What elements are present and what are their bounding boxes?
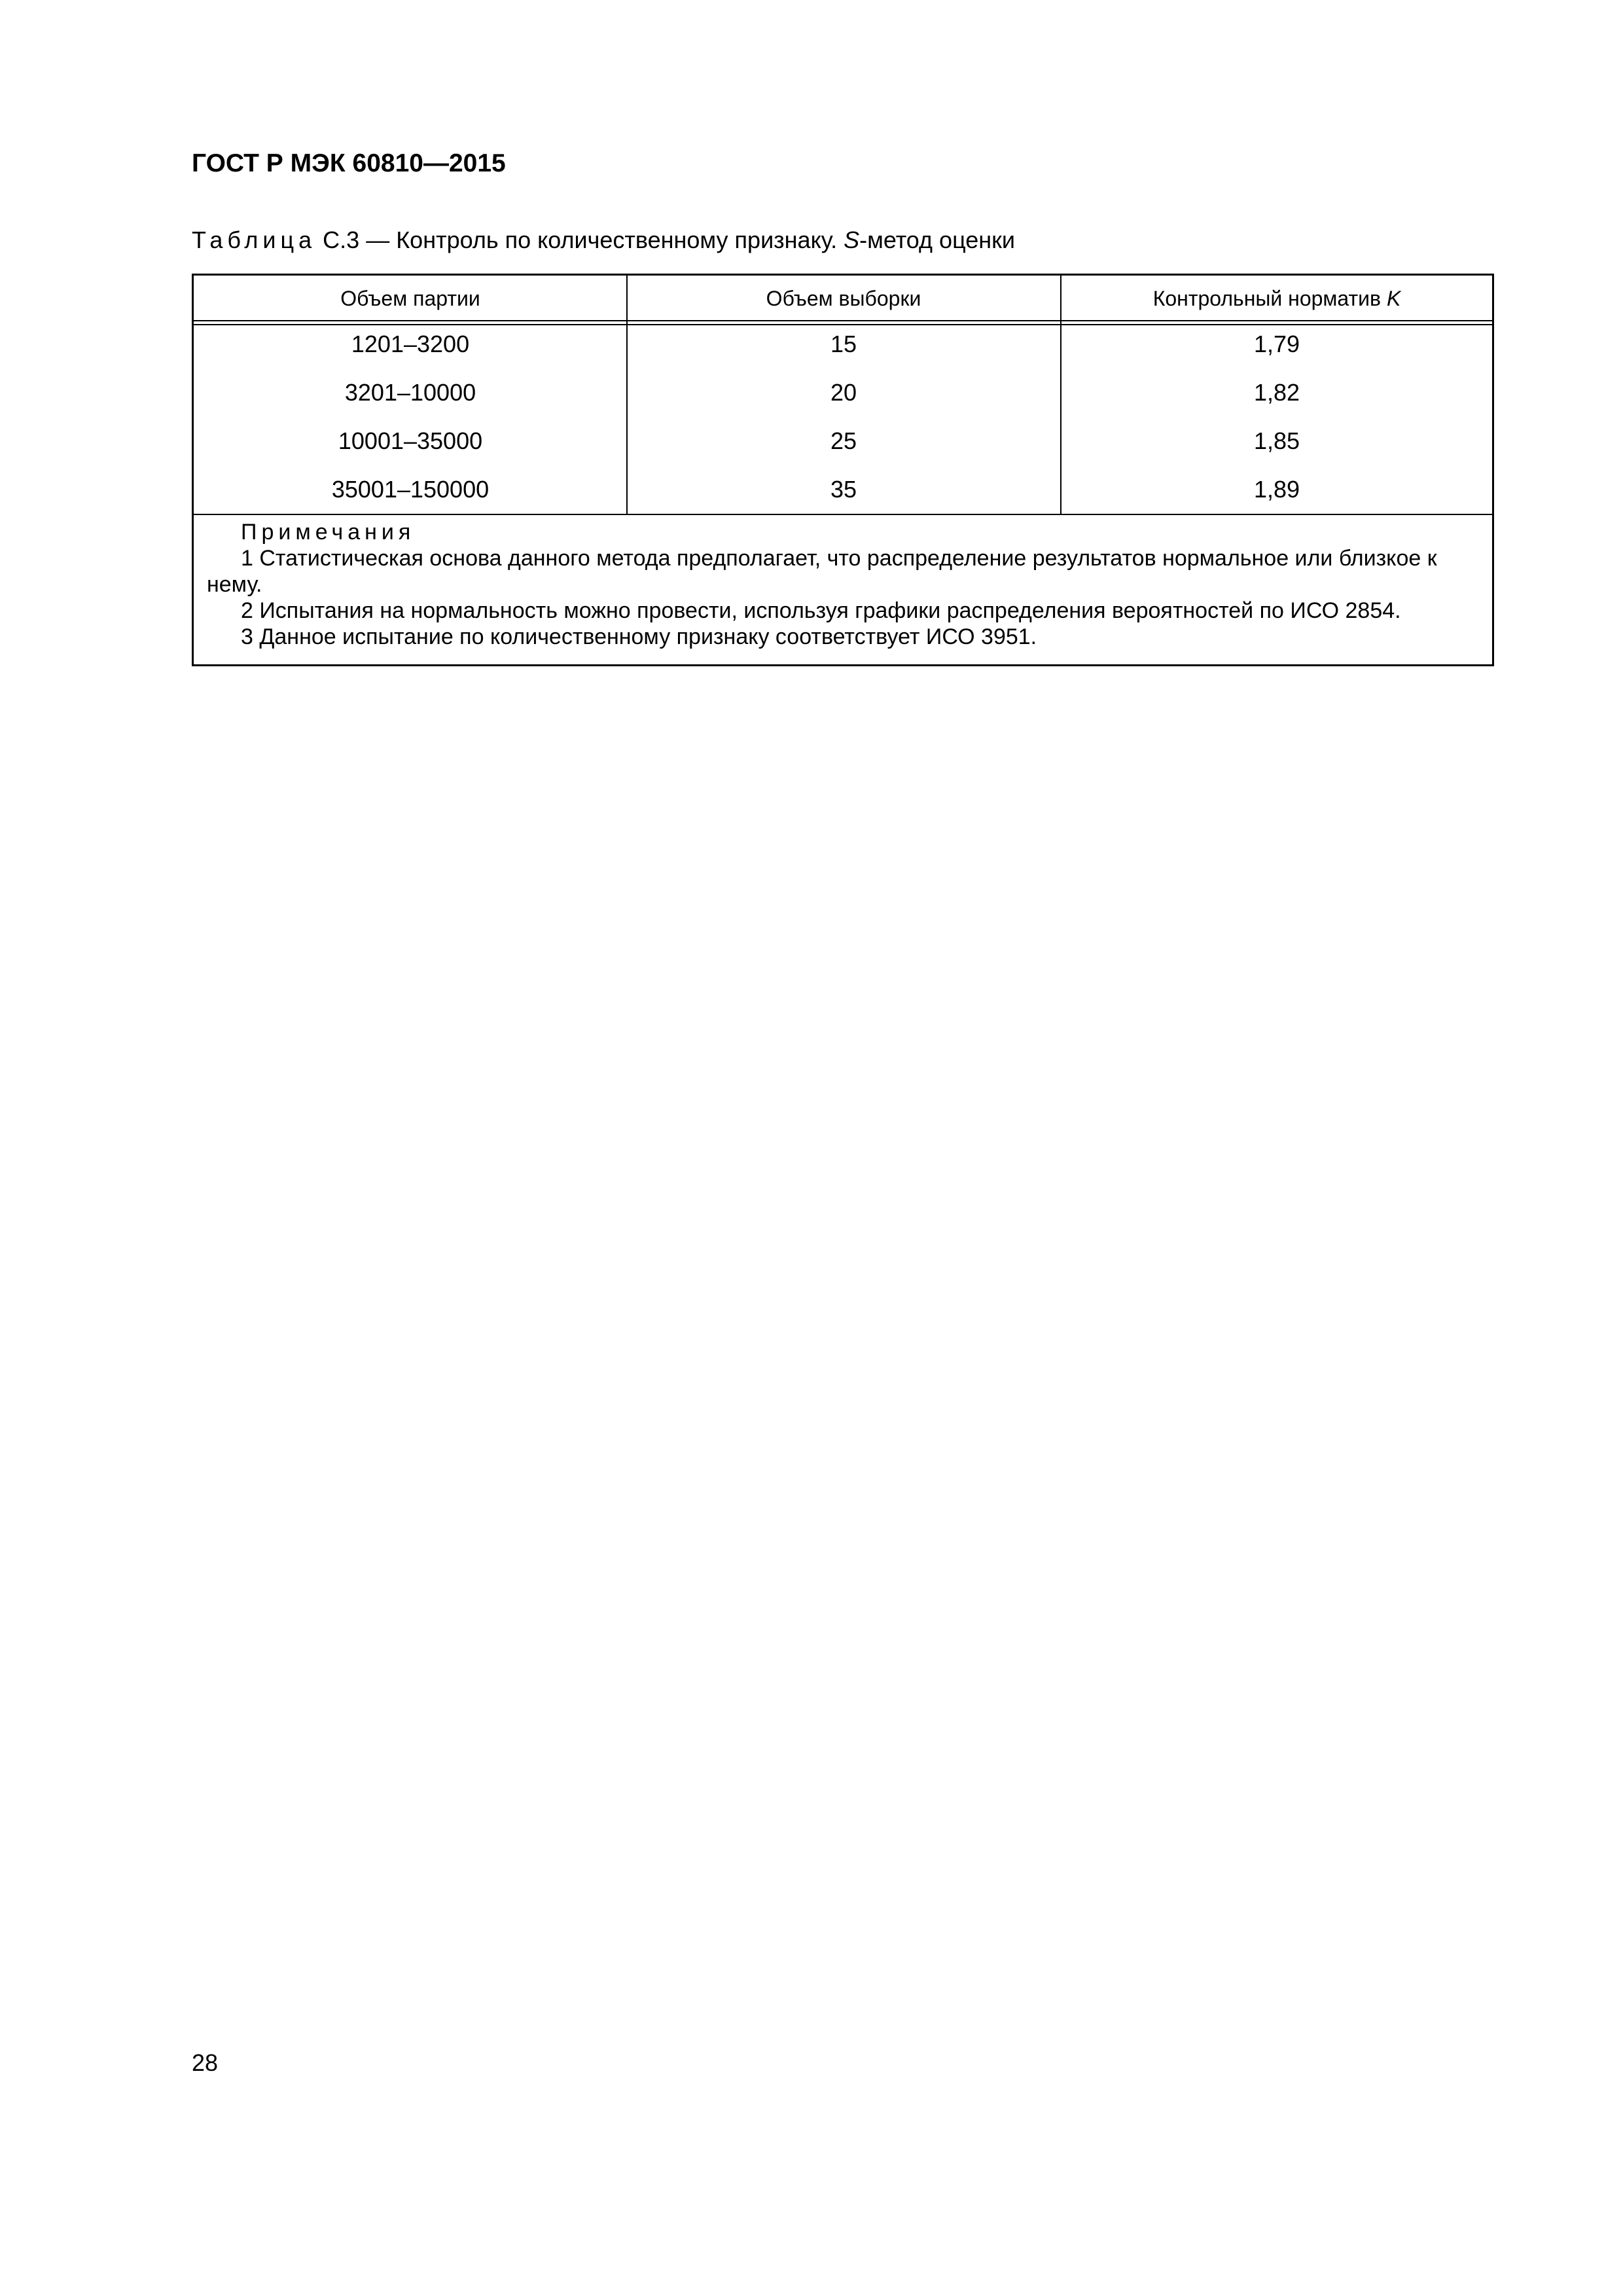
header-label: Объем партии [340,286,480,310]
table-header-row [194,276,1492,321]
header-label: Объем выборки [766,286,921,310]
note-item: 2 Испытания на нормальность можно провести, используя графики распределения вероятностей по ИСО 2854. [241,598,1401,623]
cell-control-norm: 1,82 [1253,379,1300,406]
cell-sample-size: 25 [830,427,857,454]
table-caption [192,226,1015,255]
cell-sample-size: 20 [830,379,857,406]
notes-title: Примечания [241,520,416,545]
cell-sample-size: 35 [830,476,857,503]
caption-text-2: -метод оценки [859,226,1016,253]
cell-lot-size: 3201–10000 [344,379,476,406]
caption-number: С.3 [323,226,360,253]
note-item: 1 Статистическая основа данного метода предполагает, что распределение результатов нормальное или близкое к нему. [207,546,1437,597]
table-row [194,368,1492,417]
cell-control-norm: 1,85 [1253,427,1300,454]
cell-lot-size: 10001–35000 [338,427,483,454]
document-header: ГОСТ Р МЭК 60810—2015 [192,149,506,177]
page-number: 28 [192,2049,219,2076]
cell-control-norm: 1,89 [1253,476,1300,503]
sampling-table [192,274,1494,666]
header-cell-control-norm [1060,276,1493,321]
notes-divider [194,514,1492,515]
cell-control-norm: 1,79 [1253,331,1300,357]
cell-lot-size: 35001–150000 [331,476,490,503]
table-row [194,417,1492,465]
header-k-letter: K [1386,286,1401,310]
table-row [194,320,1492,368]
header-label: Контрольный норматив [1152,286,1387,310]
header-cell-lot-size [194,276,627,321]
table-row [194,465,1492,514]
caption-s-letter: S [844,226,860,253]
cell-lot-size: 1201–3200 [351,331,470,357]
caption-prefix: Таблица [192,226,317,253]
cell-sample-size: 15 [830,331,857,357]
caption-text-1: — Контроль по количественному признаку. [359,226,844,253]
header-cell-sample-size [627,276,1060,321]
table-notes [207,519,1479,650]
note-item: 3 Данное испытание по количественному признаку соответствует ИСО 3951. [241,624,1037,649]
